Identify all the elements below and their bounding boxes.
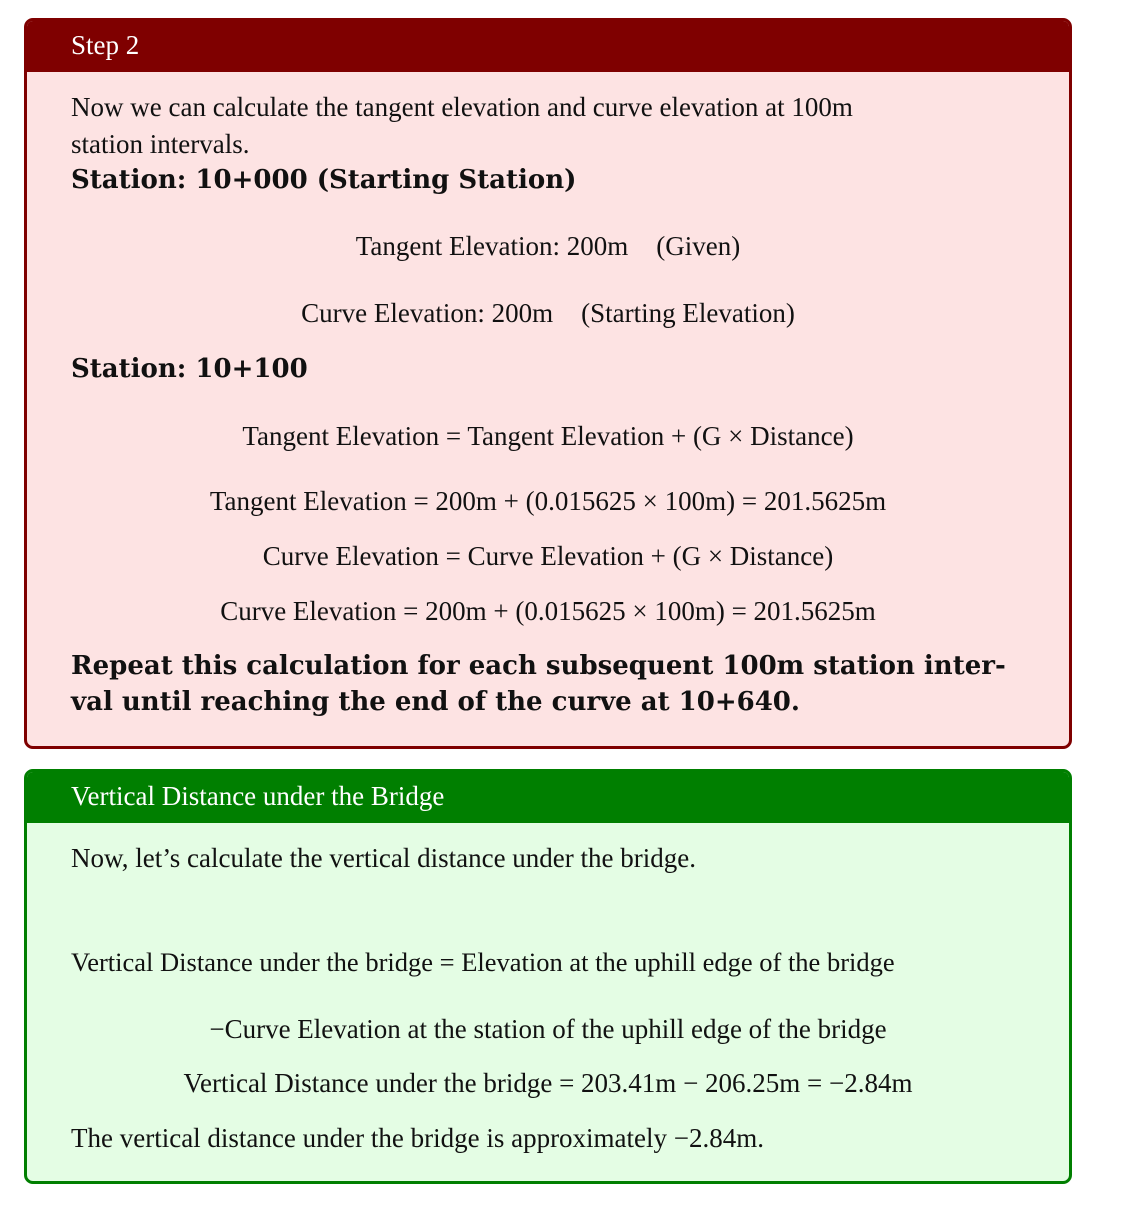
bridge-intro: Now, let’s calculate the vertical distance under the bridge. [71, 843, 696, 873]
bridge-title: Vertical Distance under the Bridge [27, 772, 1069, 823]
station1-tangent-equation [27, 231, 1069, 262]
repeat-note-line2: val until reaching the end of the curve at 10+640. [71, 687, 800, 717]
vertical-distance-formula-line2: −Curve Elevation at the station of the uphill edge of the bridge [209, 1014, 887, 1044]
station1-curve-text: Curve Elevation: 200m [301, 298, 554, 328]
station2-heading: Station: 10+100 [71, 354, 308, 384]
bridge-box [24, 769, 1072, 1184]
step2-box [24, 18, 1072, 749]
station1-curve-note: (Starting Elevation) [581, 298, 795, 328]
step2-intro-line1: Now we can calculate the tangent elevation and curve elevation at 100m [71, 92, 853, 122]
bridge-conclusion: The vertical distance under the bridge is approximately −2.84m. [71, 1123, 765, 1153]
tangent-elevation-calculation: Tangent Elevation = 200m + (0.015625 × 100m) = 201.5625m [209, 486, 887, 516]
station1-curve-equation [27, 298, 1069, 329]
vertical-distance-calculation: Vertical Distance under the bridge = 203.41m − 206.25m = −2.84m [183, 1068, 913, 1098]
curve-elevation-calculation: Curve Elevation = 200m + (0.015625 × 100m) = 201.5625m [220, 596, 876, 626]
station1-tangent-text: Tangent Elevation: 200m [355, 231, 629, 261]
curve-elevation-formula: Curve Elevation = Curve Elevation + (G × Distance) [262, 541, 834, 571]
step2-intro-line2: station intervals. [71, 129, 250, 159]
step2-title: Step 2 [27, 21, 1069, 72]
repeat-note-line1: Repeat this calculation for each subsequent 100m station inter- [71, 651, 1006, 681]
station1-heading: Station: 10+000 (Starting Station) [71, 165, 577, 195]
vertical-distance-formula-line1: Vertical Distance under the bridge = Elevation at the uphill edge of the bridge [71, 947, 895, 977]
station1-tangent-note: (Given) [656, 231, 741, 261]
tangent-elevation-formula: Tangent Elevation = Tangent Elevation + (G × Distance) [242, 421, 854, 451]
